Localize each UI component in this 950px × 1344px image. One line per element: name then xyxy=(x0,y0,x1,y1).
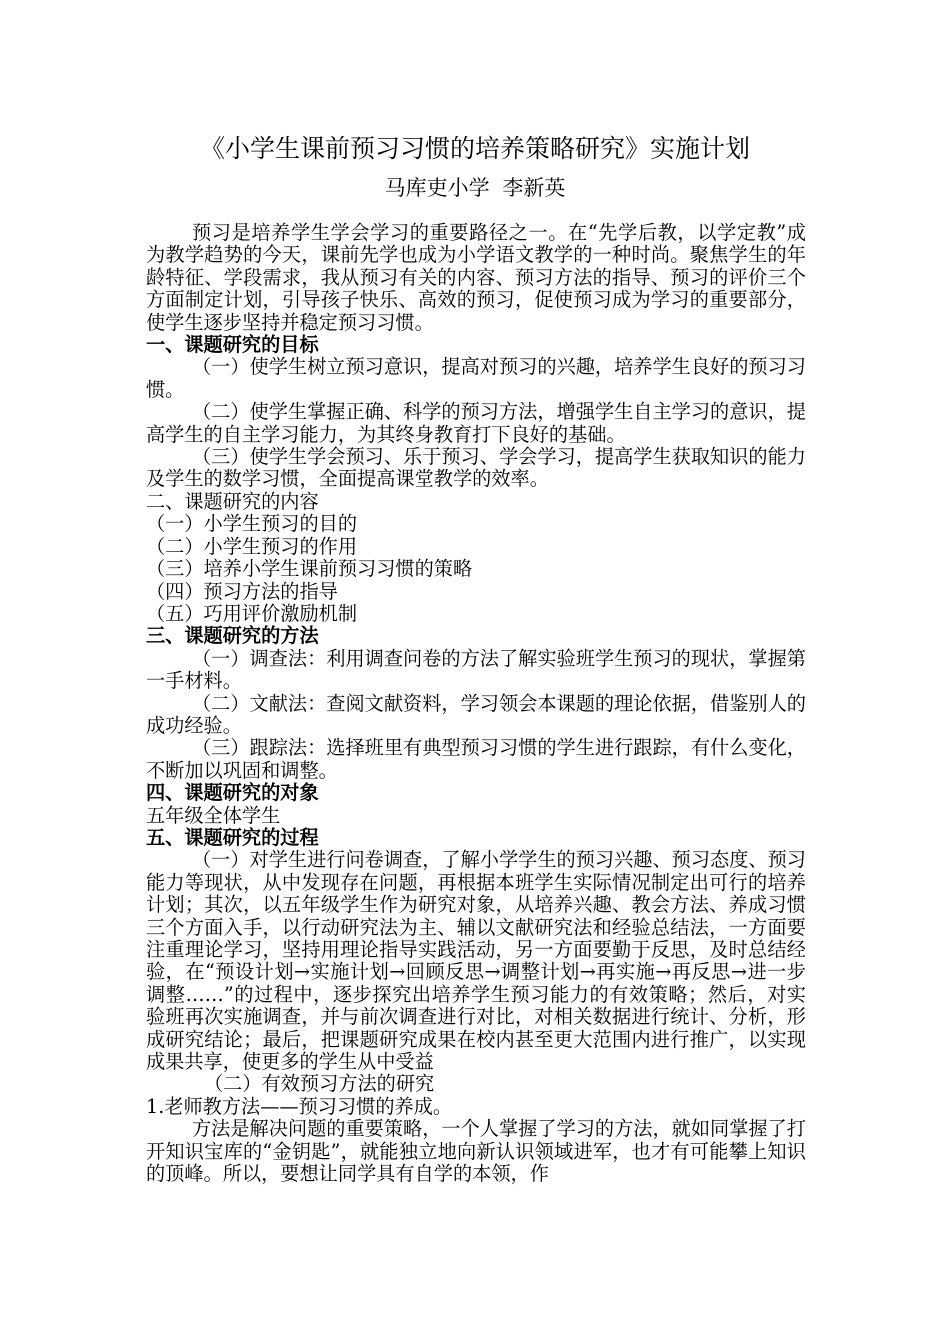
objective-item: （三）使学生学会预习、乐于预习、学会学习，提高学生获取知识的能力及学生的数学习惯，全面提高课堂教学的效率。 xyxy=(146,445,806,491)
content-item: （五）巧用评价激励机制 xyxy=(146,601,358,625)
method-paragraph: 方法是解决问题的重要策略，一个人掌握了学习的方法，就如同掌握了打开知识宝库的“金钥匙”，就能独立地向新认识领域进军，也才有可能攀上知识的顶峰。所以，要想让同学具有自学的本领，作 xyxy=(146,1117,806,1186)
subsection-item: 1.老师教方法——预习习惯的养成。 xyxy=(146,1094,453,1118)
document-title: 《小学生课前预习习惯的培养策略研究》实施计划 xyxy=(199,134,750,163)
content-item: （四）预习方法的指导 xyxy=(146,579,338,603)
method-item: （一）调查法：利用调查问卷的方法了解实验班学生预习的现状，掌握第一手材料。 xyxy=(146,646,806,693)
subsection-heading: （二）有效预习方法的研究 xyxy=(204,1072,435,1096)
objective-item: （一）使学生树立预习意识，提高对预习的兴趣，培养学生良好的预习习惯。 xyxy=(146,355,806,401)
content-item: （三）培养小学生课前预习习惯的策略 xyxy=(146,557,473,581)
content-item: （二）小学生预习的作用 xyxy=(146,534,358,558)
section-heading: 四、课题研究的对象 xyxy=(146,781,319,805)
section-heading: 一、课题研究的目标 xyxy=(146,333,319,357)
method-item: （二）文献法：查阅文献资料，学习领会本课题的理论依据，借鉴别人的成功经验。 xyxy=(146,691,806,737)
content-item: （一）小学生预习的目的 xyxy=(146,512,358,536)
section-heading: 五、课题研究的过程 xyxy=(146,825,319,849)
method-item: （三）跟踪法：选择班里有典型预习习惯的学生进行跟踪，有什么变化，不断加以巩固和调整。 xyxy=(146,736,806,782)
document-body xyxy=(146,222,806,1185)
intro-paragraph: 预习是培养学生学会学习的重要路径之一。在“先学后教，以学定教”成为教学趋势的今天，课前先学也成为小学语文教学的一种时尚。聚焦学生的年龄特征、学段需求，我从预习有关的内容、预习方法的指导、预习的评价三个方面制定计划，引导孩子快乐、高效的预习，促使预习成为学习的重要部分，使学生逐步坚持并稳定预习习惯。 xyxy=(146,221,806,334)
process-paragraph: （一）对学生进行问卷调查，了解小学学生的预习兴趣、预习态度、预习能力等现状，从中发现存在问题，再根据本班学生实际情况制定出可行的培养计划；其次，以五年级学生作为研究对象，从培养兴趣、教会方法、养成习惯三个方面入手，以行动研究法为主、辅以文献研究法和经验总结法，一方面要注重理论学习，坚持用理论指导实践活动，另一方面要勤于反思，及时总结经验，在“预设计划→实施计划→回顾反思→调整计划→再实施→再反思→进一步调整……”的过程中，逐步探究出培养学生预习能力的有效策略；然后，对实验班再次实施调查，并与前次调查进行对比，对相关数据进行统计、分析，形成研究结论；最后，把课题研究成果在校内甚至更大范围内进行推广，以实现成果共享，使更多的学生从中受益 xyxy=(146,848,806,1074)
document-author: 马库吏小学 李新英 xyxy=(384,176,566,200)
target-text: 五年级全体学生 xyxy=(146,803,281,827)
section-heading: 三、课题研究的方法 xyxy=(146,624,319,648)
objective-item: （二）使学生掌握正确、科学的预习方法，增强学生自主学习的意识，提高学生的自主学习能力，为其终身教育打下良好的基础。 xyxy=(146,400,806,446)
section-heading: 二、课题研究的内容 xyxy=(146,489,319,513)
